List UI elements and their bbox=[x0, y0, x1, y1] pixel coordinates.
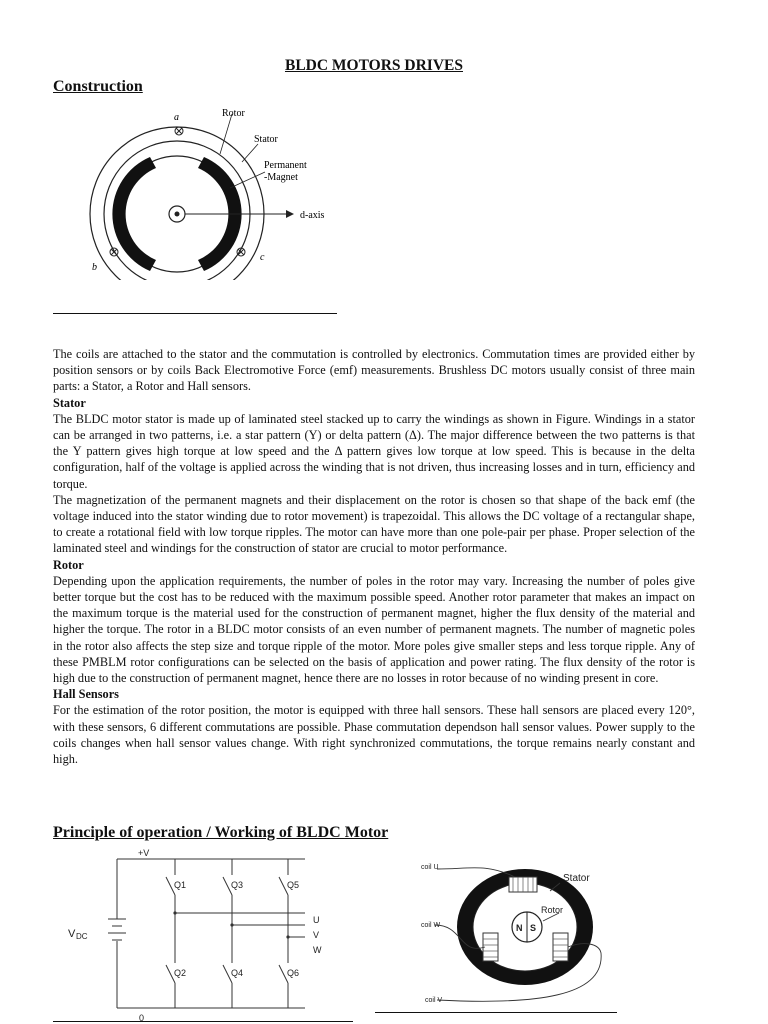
q5-label: Q5 bbox=[287, 880, 300, 890]
zero-label: 0 bbox=[139, 1013, 145, 1023]
stator-subheading: Stator bbox=[53, 395, 86, 410]
coil-a-symbol bbox=[175, 127, 183, 135]
rotor-paragraph: Depending upon the application requirements, the number of poles in the rotor may vary. Increasing the number of poles give better torque but the cost has to be reduced with the maximum possible speed. Another rotor parameter that makes an impact on the maximum torque is the material used for the construction of permanent magnet, higher the flux density of the material and higher the torque. The rotor in a BLDC motor consists of an even number of permanent magnets. The number of magnetic poles in the rotor also affects the step size and torque ripple of the motor. More poles give smaller steps and less torque ripple. Any of these PMBLM rotor configurations can be selected on the basis of application and power rating. The flux density of the rotor is high due to the construction of permanent magnet, hence there are no losses in rotor because of no winding present in core. bbox=[53, 573, 695, 686]
label-d-axis: d-axis bbox=[300, 210, 325, 221]
coil-u-label: coil U bbox=[421, 864, 439, 871]
bldc-construction-diagram bbox=[80, 100, 360, 280]
label-b: b bbox=[92, 262, 97, 273]
coil-v-label: coil V bbox=[425, 997, 443, 1004]
inverter-circuit-diagram bbox=[60, 845, 360, 1024]
circuit-divider-rule bbox=[53, 1021, 353, 1022]
stator-label: Stator bbox=[563, 873, 590, 884]
label-permanent: Permanent bbox=[264, 160, 307, 171]
motor-divider-rule bbox=[375, 1012, 617, 1013]
q2-label: Q2 bbox=[174, 968, 187, 978]
page-title: BLDC MOTORS DRIVES bbox=[284, 57, 463, 74]
left-magnet bbox=[112, 157, 156, 271]
hall-sensors-subheading: Hall Sensors bbox=[53, 687, 119, 702]
coil-w-label: coil W bbox=[421, 922, 441, 929]
intro-paragraph: The coils are attached to the stator and the commutation is controlled by electronics. Commutation times are provided either by position sensors or by coils Back Electromotive Force (emf) measurements. Brushless DC motors usually consist of three main parts: a Stator, a Rotor and Hall sensors. bbox=[53, 347, 695, 394]
q6-label: Q6 bbox=[287, 968, 300, 978]
hall-sensors-paragraph: For the estimation of the rotor position, the motor is equipped with three hall sensors. These hall sensors are placed every 120°, with these sensors, 6 different commutations are possible. Phase commutation dependson hall sensor values. Power supply to the coils changes when hall sensor values change. With right synchronized commutations, the torque remains nearly constant and high. bbox=[53, 703, 695, 767]
q1-label: Q1 bbox=[174, 880, 187, 890]
construction-heading: Construction bbox=[53, 78, 143, 95]
label-c: c bbox=[260, 252, 265, 263]
rotor-subheading: Rotor bbox=[53, 557, 84, 572]
principle-heading: Principle of operation / Working of BLDC Motor bbox=[53, 824, 389, 841]
bldc-motor-cross-section bbox=[375, 855, 635, 1015]
stator-paragraph-2: The magnetization of the permanent magnets and their displacement on the rotor is chosen so that shape of the back emf (the voltage induced into the stator winding due to rotor movement) is trapezoidal. This allows the DC voltage of a rectangular shape, to create a rotational field with low torque ripples. The motor can have more than one pole-pair per phase. Proper selection of the laminated steel and windings for the construction of stator are crucial to motor performance. bbox=[53, 492, 695, 556]
label-magnet: -Magnet bbox=[264, 172, 298, 183]
label-rotor: Rotor bbox=[222, 108, 245, 119]
body-text bbox=[53, 346, 695, 767]
divider-rule bbox=[53, 313, 337, 314]
w-label: W bbox=[313, 945, 322, 955]
label-stator: Stator bbox=[254, 134, 278, 145]
q3-label: Q3 bbox=[231, 880, 244, 890]
stator-paragraph-1: The BLDC motor stator is made up of laminated steel stacked up to carry the windings as shown in Figure. Windings in a stator can be arranged in two patterns, i.e. a star pattern (Y) or delta pattern (Δ). The major difference between the two patterns is that the Y pattern gives high torque at low speed and the Δ pattern gives low torque at low speed. This is because in the delta configuration, half of the voltage is applied across the winding that is not driven, thus increasing losses and in turn, efficiency and torque. bbox=[53, 411, 695, 491]
rotor-label: Rotor bbox=[541, 905, 564, 915]
label-a: a bbox=[174, 112, 179, 123]
plus-v-label: +V bbox=[138, 848, 150, 858]
q4-label: Q4 bbox=[231, 968, 244, 978]
south-pole-label: S bbox=[530, 923, 537, 933]
north-pole-label: N bbox=[516, 923, 523, 933]
coil-b-symbol bbox=[110, 248, 118, 256]
u-label: U bbox=[313, 915, 320, 925]
vdc-label: V bbox=[68, 928, 76, 940]
v-label: V bbox=[313, 930, 320, 940]
vdc-sub-label: DC bbox=[76, 932, 88, 941]
